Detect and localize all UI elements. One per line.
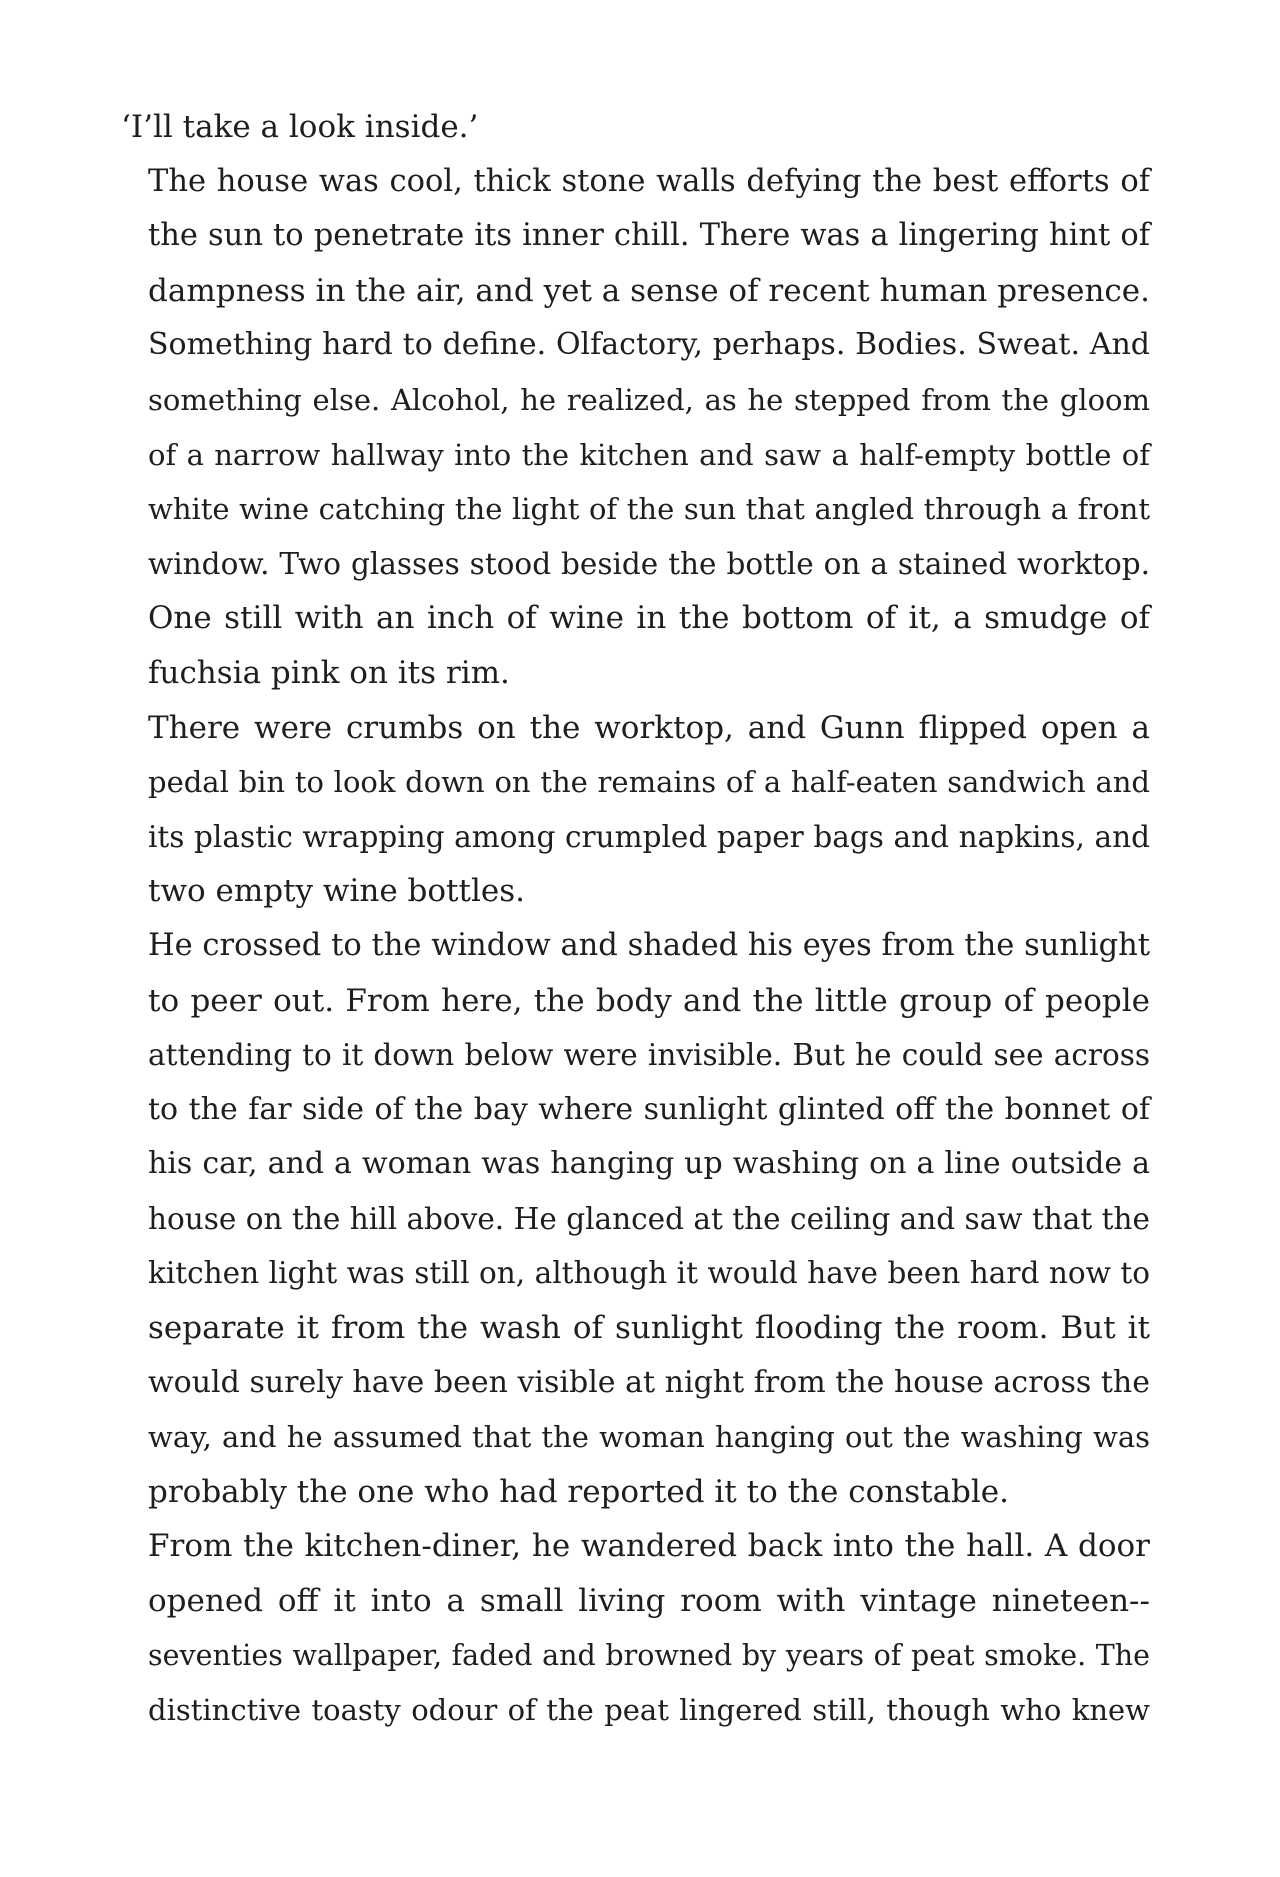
text-line: something else. Alcohol, he realized, as he stepped from the gloom (148, 382, 1150, 417)
book-page (121, 100, 1150, 1738)
text-line: separate it from the wash of sunlight flooding the room. But it (148, 1310, 1150, 1347)
paragraph-4 (121, 919, 1150, 1520)
text-line: He crossed to the window and shaded his eyes from the sunlight (148, 927, 1150, 963)
paragraph-1 (121, 100, 1150, 155)
paragraph-3 (121, 701, 1150, 919)
text-line: pedal bin to look down on the remains of a half-eaten sandwich and (148, 765, 1150, 800)
text-line: seventies wallpaper, faded and browned by years of peat smoke. The (148, 1638, 1150, 1672)
text-line: Something hard to define. Olfactory, perhaps. Bodies. Sweat. And (148, 327, 1150, 363)
text-line: probably the one who had reported it to the constable. (148, 1473, 1010, 1510)
paragraph-2 (121, 155, 1150, 701)
paragraph-5 (121, 1519, 1150, 1737)
text-line: to peer out. From here, the body and the little group of people (148, 982, 1150, 1019)
text-line: two empty wine bottles. (148, 873, 525, 910)
text-line: way, and he assumed that the woman hanging out the washing was (148, 1420, 1150, 1455)
text-line: its plastic wrapping among crumpled paper bags and napkins, and (148, 819, 1150, 854)
text-line: dampness in the air, and yet a sense of recent human presence. (148, 272, 1150, 309)
text-line: kitchen light was still on, although it would have been hard now to (148, 1256, 1150, 1291)
text-line: fuchsia pink on its rim. (148, 654, 510, 691)
text-line: would surely have been visible at night from the house across the (148, 1364, 1150, 1400)
text-line: white wine catching the light of the sun that angled through a front (148, 492, 1150, 527)
text-line: ‘I’ll take a look inside.’ (121, 109, 479, 145)
text-line: From the kitchen-diner, he wandered back into the hall. A door (148, 1528, 1150, 1565)
text-line: to the far side of the bay where sunlight glinted off the bonnet of (148, 1091, 1150, 1127)
text-line: The house was cool, thick stone walls defying the best efforts of (148, 163, 1150, 199)
text-line: house on the hill above. He glanced at the ceiling and saw that the (148, 1201, 1150, 1236)
text-line: distinctive toasty odour of the peat lingered still, though who knew (148, 1693, 1150, 1728)
text-line: opened off it into a small living room with vintage nineteen-- (148, 1583, 1150, 1620)
text-line: One still with an inch of wine in the bottom of it, a smudge of (148, 600, 1150, 637)
text-line: attending to it down below were invisible. But he could see across (148, 1038, 1150, 1073)
text-line: window. Two glasses stood beside the bottle on a stained worktop. (148, 546, 1150, 581)
text-line: There were crumbs on the worktop, and Gunn flipped open a (148, 709, 1150, 746)
text-line: the sun to penetrate its inner chill. There was a lingering hint of (148, 218, 1150, 254)
text-line: his car, and a woman was hanging up washing on a line outside a (148, 1146, 1150, 1182)
text-line: of a narrow hallway into the kitchen and saw a half-empty bottle of (148, 437, 1150, 472)
